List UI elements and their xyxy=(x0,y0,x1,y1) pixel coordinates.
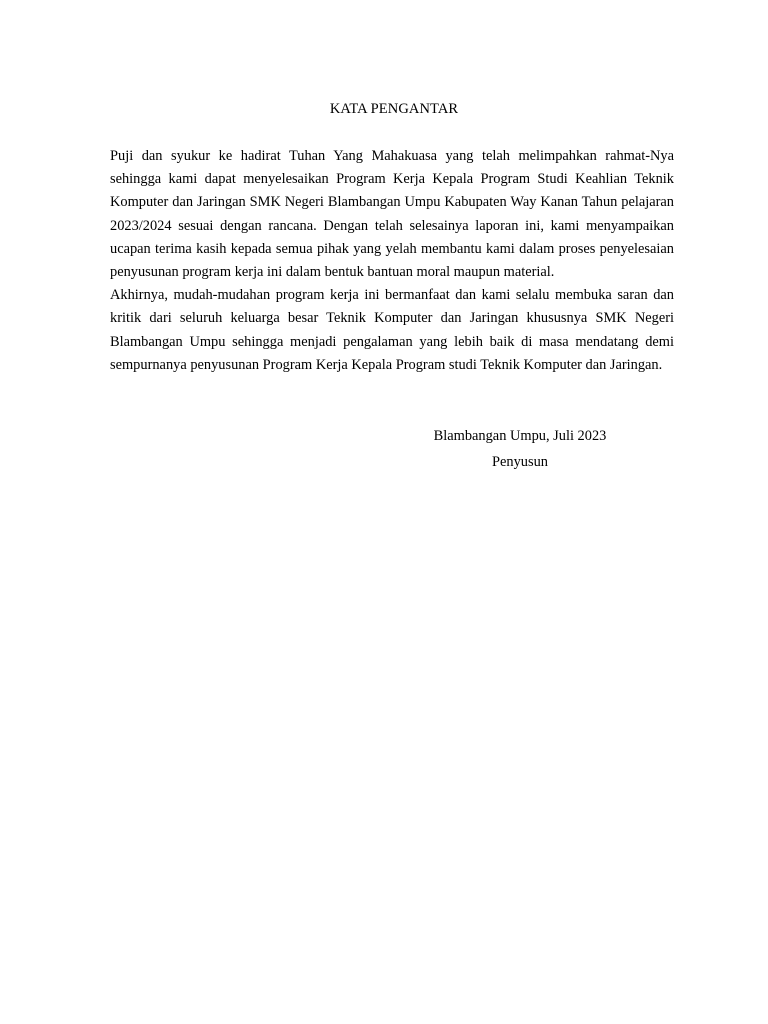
page-title: KATA PENGANTAR xyxy=(329,101,459,117)
document-body xyxy=(110,145,674,377)
paragraph-opening: Puji dan syukur ke hadirat Tuhan Yang Mahakuasa yang telah melimpahkan rahmat-Nya sehingga kami dapat menyelesaikan Program Kerja Kepala Program Studi Keahlian Teknik Komputer dan Jaringan SMK Negeri Blambangan Umpu Kabupaten Way Kanan Tahun pelajaran 2023/2024 sesuai dengan rancana. Dengan telah selesainya laporan ini, kami menyampaikan ucapan terima kasih kepada semua pihak yang yelah membantu kami dalam proses penyelesaian penyusunan program kerja ini dalam bentuk bantuan moral maupun material. xyxy=(110,148,674,281)
signature-place-date: Blambangan Umpu, Juli 2023 xyxy=(433,428,607,444)
paragraph-closing: Akhirnya, mudah-mudahan program kerja ini bermanfaat dan kami selalu membuka saran dan kritik dari seluruh keluarga besar Teknik Komputer dan Jaringan khususnya SMK Negeri Blambangan Umpu sehingga menjadi pengalaman yang lebih baik di masa mendatang demi sempurnanya penyusunan Program Kerja Kepala Program studi Teknik Komputer dan Jaringan. xyxy=(110,287,674,373)
signature-role: Penyusun xyxy=(492,454,548,470)
signature-block xyxy=(420,423,620,475)
